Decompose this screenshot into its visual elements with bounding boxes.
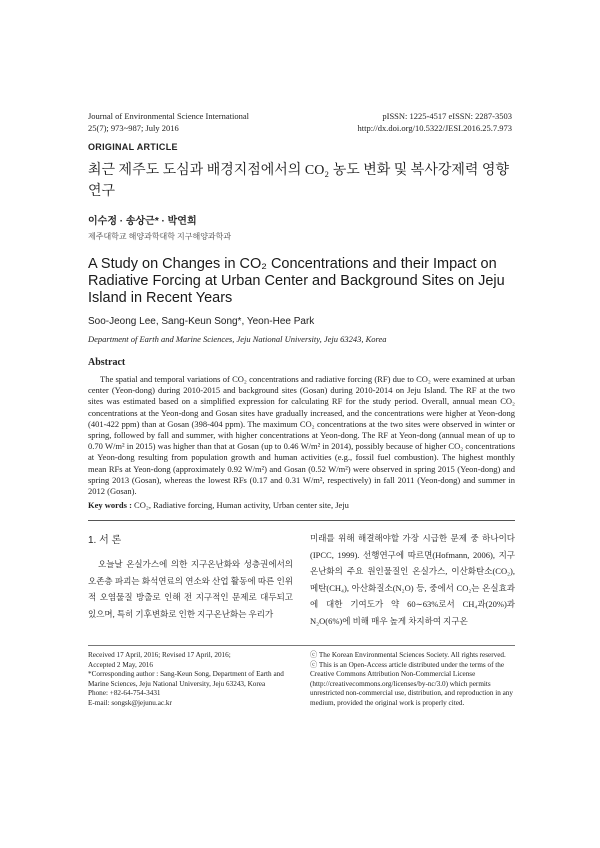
keywords [88,500,515,510]
license-notice: ⓒ This is an Open-Access article distributed under the terms of the Creative Commons Attribution Non-Commercial License (http://creativecommons.org/licenses/by-nc/3.0) which permits unrestricted non-commercial use, distribution, and reproduction in any medium, provided the original work is properly cited. [310,660,513,707]
korean-authors: 이수정 · 송상근* · 박연희 [88,216,197,227]
section-heading: 1. 서 론 [88,535,122,546]
section-divider [88,520,515,521]
abstract-body: The spatial and temporal variations of CO₂ concentrations and radiative forcing (RF) due to CO₂ were examined at urban center (Yeon-dong) during 2010-2015 and background sites (Gosan) during 2010-2014 on Jeju Island. The RF at the two sites was estimated based on a simplified expression for calculating RF for the study period. Overall, annual mean CO₂ concentrations at the Yeon-dong and Gosan sites have gradually increased, and the concentrations were higher at Yeon-dong (401-422 ppm) than at Gosan (398-404 ppm). The maximum CO₂ concentrations at the two sites were observed in winter or spring, followed by fall and summer, with higher concentrations at Yeon-dong. The RF at Yeon-dong (annual mean of up to 0.70 W/m² in 2015) was higher than that at Gosan (up to 0.46 W/m² in 2014), possibly because of higher CO₂ concentrations at Yeon-dong resulting from population growth and human activities (e.g., fossil fuel combustion). The highest monthly mean RFs at Yeon-dong (approximately 0.92 W/m²) and Gosan (0.52 W/m²) were observed in spring 2015 (Yeon-dong) and spring 2013 (Gosan), whereas the lowest RFs (0.17 and 0.31 W/m², respectively) in fall 2011 (Yeon-dong) and summer in 2012 (Gosan). [88,374,515,497]
intro-left-column: 오늘날 온실가스에 의한 지구온난화와 성층권에서의 오존층 파괴는 화석연료의 연소와 산업 활동에 따른 인위적 오염물질 방출로 인해 전 지구적인 문제로 대두되고 있으며, 특히 기후변화로 인한 지구온난화는 우리가 [88,559,293,619]
footnote-divider [88,645,515,646]
corresponding-author: *Corresponding author : Sang-Keun Song, Department of Earth and Marine Sciences, Jeju National University, Jeju 63243, Korea [88,670,284,688]
issn: pISSN: 1225-4517 eISSN: 2287-3503 [382,111,512,121]
english-authors: Soo-Jeong Lee, Sang-Keun Song*, Yeon-Hee Park [88,316,315,327]
email-link[interactable]: E-mail: songsk@jejunu.ac.kr [88,698,172,707]
journal-name: Journal of Environmental Science International [88,111,249,121]
korean-title: 최근 제주도 도심과 배경지점에서의 CO₂ 농도 변화 및 복사강제력 영향 연구 [88,163,509,199]
received-date: Received 17 April, 2016; Revised 17 April, 2016; [88,651,231,659]
phone: Phone: +82-64-754-3431 [88,689,161,698]
journal-header-left [88,110,249,134]
korean-affiliation: 제주대학교 해양과학대학 지구해양과학과 [88,232,232,241]
english-affiliation: Department of Earth and Marine Sciences, Jeju National University, Jeju 63243, Korea [88,334,387,344]
abstract-heading: Abstract [88,357,126,368]
keywords-list: CO₂, Radiative forcing, Human activity, Urban center site, Jeju [134,500,349,510]
english-title: A Study on Changes in CO₂ Concentrations and their Impact on Radiative Forcing at Urban Center and Background Sites on Jeju Island in Recent Years [88,256,505,306]
copyright-notice: ⓒ The Korean Environmental Sciences Society. All rights reserved. [310,651,506,659]
journal-header-right [357,110,512,134]
footnote-left [88,651,293,709]
intro-right-column: 미래를 위해 해결해야할 가장 시급한 문제 중 하나이다 (IPCC, 1999). 선행연구에 따르면(Hofmann, 2006), 지구온난화의 주요 원인물질인 온실가스, 이산화탄소(CO₂), 메탄(CH₄), 아산화질소(N₂O) 등, 중에서 CO₂는 온실효과에 대한 기여도가 약 60∼63%로서 CH₄과(20%)과 N₂O(6%)에 비해 매우 높게 차지하여 지구온 [310,533,515,626]
accepted-date: Accepted 2 May, 2016 [88,660,153,669]
volume-info: 25(7); 973~987; July 2016 [88,123,179,133]
keywords-label: Key words : [88,500,132,510]
article-type: ORIGINAL ARTICLE [88,142,178,152]
footnote-right [310,651,515,709]
doi-link[interactable]: http://dx.doi.org/10.5322/JESI.2016.25.7.973 [357,123,512,133]
